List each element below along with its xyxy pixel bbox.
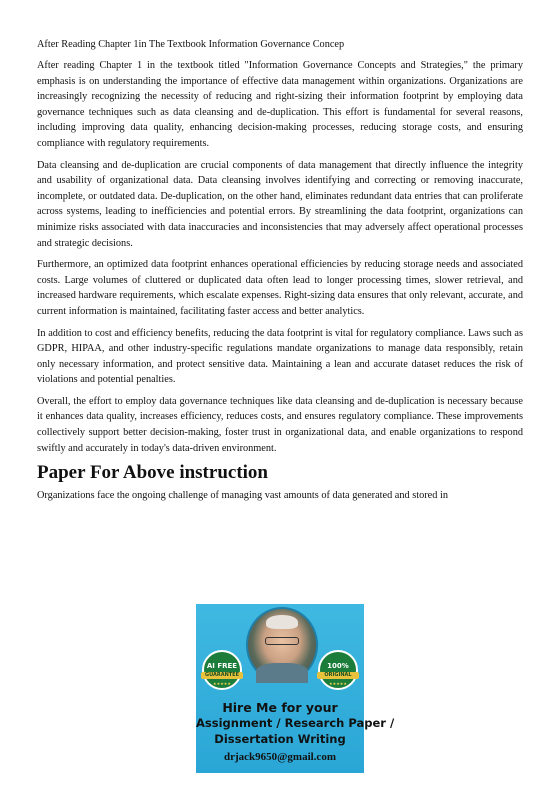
portrait-glasses [265,637,299,645]
hire-me-advertisement[interactable] [196,604,395,773]
document-body [37,58,523,504]
ad-line-3: Dissertation Writing [214,732,346,746]
badge-left-line1: AI FREE [206,662,238,670]
paragraph-overall: Overall, the effort to employ data governance techniques like data cleansing and de-duplication is necessary because it enhances data quality, increases efficiency, reduces costs, and ensures regulatory compliance. These improvements collectively support better decision-making, foster trust in organizational data, and enable organizations to respond swiftly and accurately in today's data-driven environment. [37,395,523,454]
badge-right-stars: ★★★★★ [329,681,347,686]
paragraph-compliance: In addition to cost and efficiency benefits, reducing the data footprint is vital for regulatory compliance. Laws such as GDPR, HIPAA, and other industry-specific regulations mandate organizations to manage data responsibly, retain only necessary information, and protect sensitive data. Maintaining a lean and accurate dataset reduces the risk of violations and potential penalties. [37,327,523,386]
ad-line-2: Assignment / Research Paper / [196,716,395,730]
badge-right-line1: 100% [327,662,349,670]
badge-left-stars: ★★★★★ [213,681,231,686]
original-badge-icon [318,650,358,690]
ad-email-link[interactable]: drjack9650@gmail.com [224,751,336,763]
person-portrait-icon [246,607,318,683]
ad-headline: Hire Me for your [222,700,338,715]
badge-right-line2: ORIGINAL [317,672,359,679]
portrait-hair [266,615,298,629]
paragraph-intro: After reading Chapter 1 in the textbook titled "Information Governance Concepts and Strategies," the primary emphasis is on understanding the importance of effective data management within organizations. Organizations are increasingly recognizing the necessity of reducing and right-sizing their information footprint by employing data governance techniques such as data cleansing and de-duplication. This effort is fundamental for several reasons, including improving data quality, enhancing decision-making processes, reducing storage costs, and ensuring compliance with regulatory requirements. [37,60,523,149]
paragraph-efficiency: Furthermore, an optimized data footprint enhances operational efficiencies by reducing storage needs and associated costs. Large volumes of cluttered or duplicated data often lead to longer processing times, slower retrieval, and increased hardware requirements, which escalate expenses. Right-sizing data ensures that only relevant, accurate, and current information is maintained, facilitating faster access and better analytics. [37,259,523,317]
ai-free-guarantee-badge-icon [202,650,242,690]
portrait-shirt [256,663,308,683]
paragraph-cleansing: Data cleansing and de-duplication are crucial components of data management that directly influence the integrity and usability of organizational data. Data cleansing involves identifying and correcting or removing inaccurate, incomplete, or outdated data. De-duplication, on the other hand, eliminates redundant data entries that can proliferate across systems, leading to inefficiencies and potential errors. By streamlining the data footprint, organizations can minimize risks associated with data inaccuracies and inconsistencies that may adversely affect operational processes and strategic decisions. [37,159,523,249]
badge-left-line2: GUARANTEE [201,672,243,679]
document-title: After Reading Chapter 1in The Textbook Information Governance Concep [37,39,345,50]
section-paragraph: Organizations face the ongoing challenge of managing vast amounts of data generated and stored in [37,490,448,502]
section-heading: Paper For Above instruction [37,462,268,484]
